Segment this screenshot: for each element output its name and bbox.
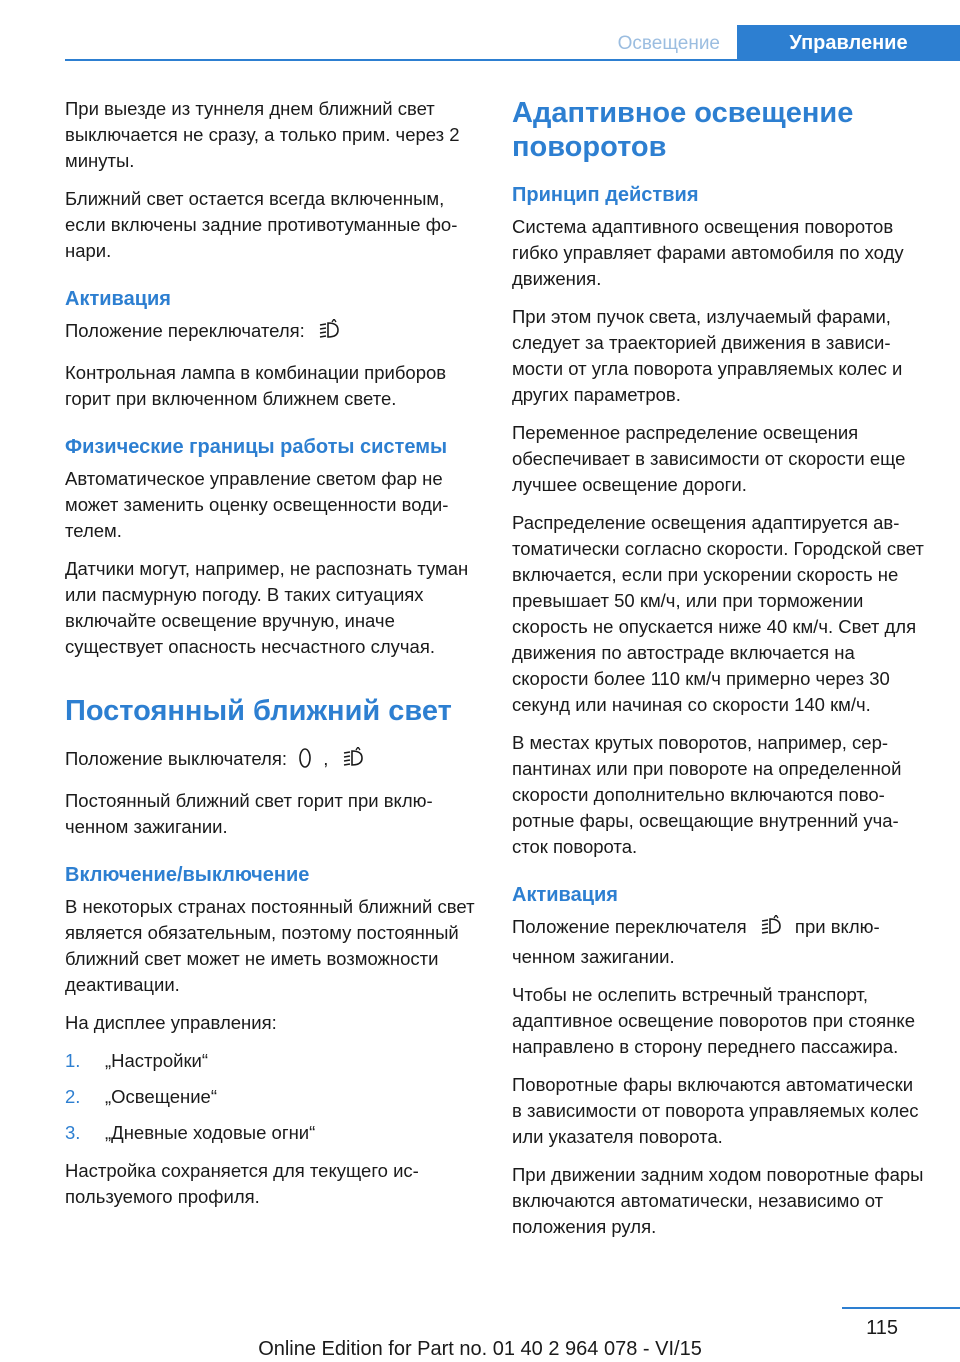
right-column	[512, 96, 927, 1252]
list-text: „Дневные ходовые огни“	[105, 1122, 316, 1143]
auto-headlight-icon	[316, 319, 342, 348]
paragraph: Система адаптивного освещения поворотов гибко управляет фарами автомобиля по ходу движения.	[512, 216, 904, 289]
auto-headlight-icon	[758, 915, 784, 944]
paragraph: Настройка сохраняется для текущего используемого профиля.	[65, 1160, 419, 1207]
separator-comma: ,	[323, 748, 329, 769]
paragraph: При этом пучок света, излучаемый фарами, следует за траекторией движения в зависимости от угла поворота управляемых колес и других параметров.	[512, 306, 903, 405]
switch-label: Положение переключателя:	[65, 320, 305, 341]
switch-label-3: Положение переключателя	[512, 916, 747, 937]
heading-adaptive-lighting: Адаптивное освещение поворотов	[512, 97, 854, 163]
list-number: 1.	[65, 1050, 81, 1071]
paragraph: При движении задним ходом поворотные фары включаются автоматически, независимо от положения руля.	[512, 1164, 924, 1237]
paragraph: В некоторых странах постоянный ближний свет является обязательным, поэтому постоянный ближний свет может не иметь возможности деактивации.	[65, 896, 475, 995]
list-item	[65, 1120, 480, 1146]
paragraph: Постоянный ближний свет горит при включенном зажигании.	[65, 790, 433, 837]
paragraph: Распределение освещения адаптируется автоматически согласно скорости. Городской свет включается, если при ускорении скорость не превышает 50 км/ч, или при торможении скорость не опускается ниже 40 км/ч. Свет для движения по автостраде включается на скорости более 110 км/ч примерно через 30 секунд или начиная со скорости 140 км/ч.	[512, 512, 924, 715]
switch-label-3-rest: при включенном зажигании.	[512, 916, 880, 967]
heading-activation: Активация	[65, 288, 171, 310]
switch-label-2: Положение выключателя:	[65, 748, 288, 769]
switch-position-line-2	[65, 746, 480, 776]
list-item	[65, 1084, 480, 1110]
edition-footer: Online Edition for Part no. 01 40 2 964 078 - VI/15	[258, 1338, 702, 1360]
list-number: 3.	[65, 1122, 81, 1143]
list-text: „Настройки“	[105, 1050, 209, 1071]
heading-on-off: Включение/выключение	[65, 864, 310, 886]
paragraph: Автоматическое управление светом фар не может заменить оценку освещенности водителем.	[65, 468, 449, 541]
settings-steps-list	[65, 1048, 480, 1146]
list-text: „Освещение“	[105, 1086, 218, 1107]
heading-principle: Принцип действия	[512, 184, 699, 206]
heading-activation-right: Активация	[512, 884, 618, 906]
paragraph: Переменное распределение освещения обеспечивает в зависимости от скорости еще лучшее освещение дороги.	[512, 422, 906, 495]
heading-permanent-low-beam: Постоянный ближний свет	[65, 695, 452, 727]
page-number: 115	[866, 1317, 898, 1339]
off-position-icon	[298, 747, 312, 776]
paragraph: Чтобы не ослепить встречный транспорт, адаптивное освещение поворотов при стоянке направлено в сторону переднего пассажира.	[512, 984, 916, 1057]
paragraph: Поворотные фары включаются автоматически в зависимости от поворота управляемых колес или указателя поворота.	[512, 1074, 919, 1147]
left-column	[65, 96, 480, 1222]
auto-headlight-icon	[340, 747, 366, 776]
paragraph: При выезде из туннеля днем ближний свет выключается не сразу, а только прим. через 2 минуты.	[65, 98, 460, 171]
page-number-rule	[842, 1307, 960, 1309]
switch-position-line-3	[512, 914, 927, 970]
paragraph: На дисплее управления:	[65, 1012, 277, 1033]
paragraph: В местах крутых поворотов, например, серпантинах или при повороте на определенной скорости дополнительно включаются поворотные фары, освещающие внутренний участок поворота.	[512, 732, 902, 857]
list-number: 2.	[65, 1086, 81, 1107]
paragraph: Ближний свет остается всегда включенным, если включены задние противотуманные фонари.	[65, 188, 458, 261]
switch-position-line	[65, 318, 480, 348]
paragraph: Датчики могут, например, не распознать туман или пасмурную погоду. В таких ситуациях включайте освещение вручную, иначе существует опасность несчастного случая.	[65, 558, 469, 657]
section-tab: Освещение	[617, 33, 720, 54]
heading-limits: Физические границы работы системы	[65, 436, 448, 458]
list-item	[65, 1048, 480, 1074]
chapter-tab: Управление	[737, 25, 960, 61]
paragraph: Контрольная лампа в комбинации приборов горит при включенном ближнем свете.	[65, 362, 447, 409]
